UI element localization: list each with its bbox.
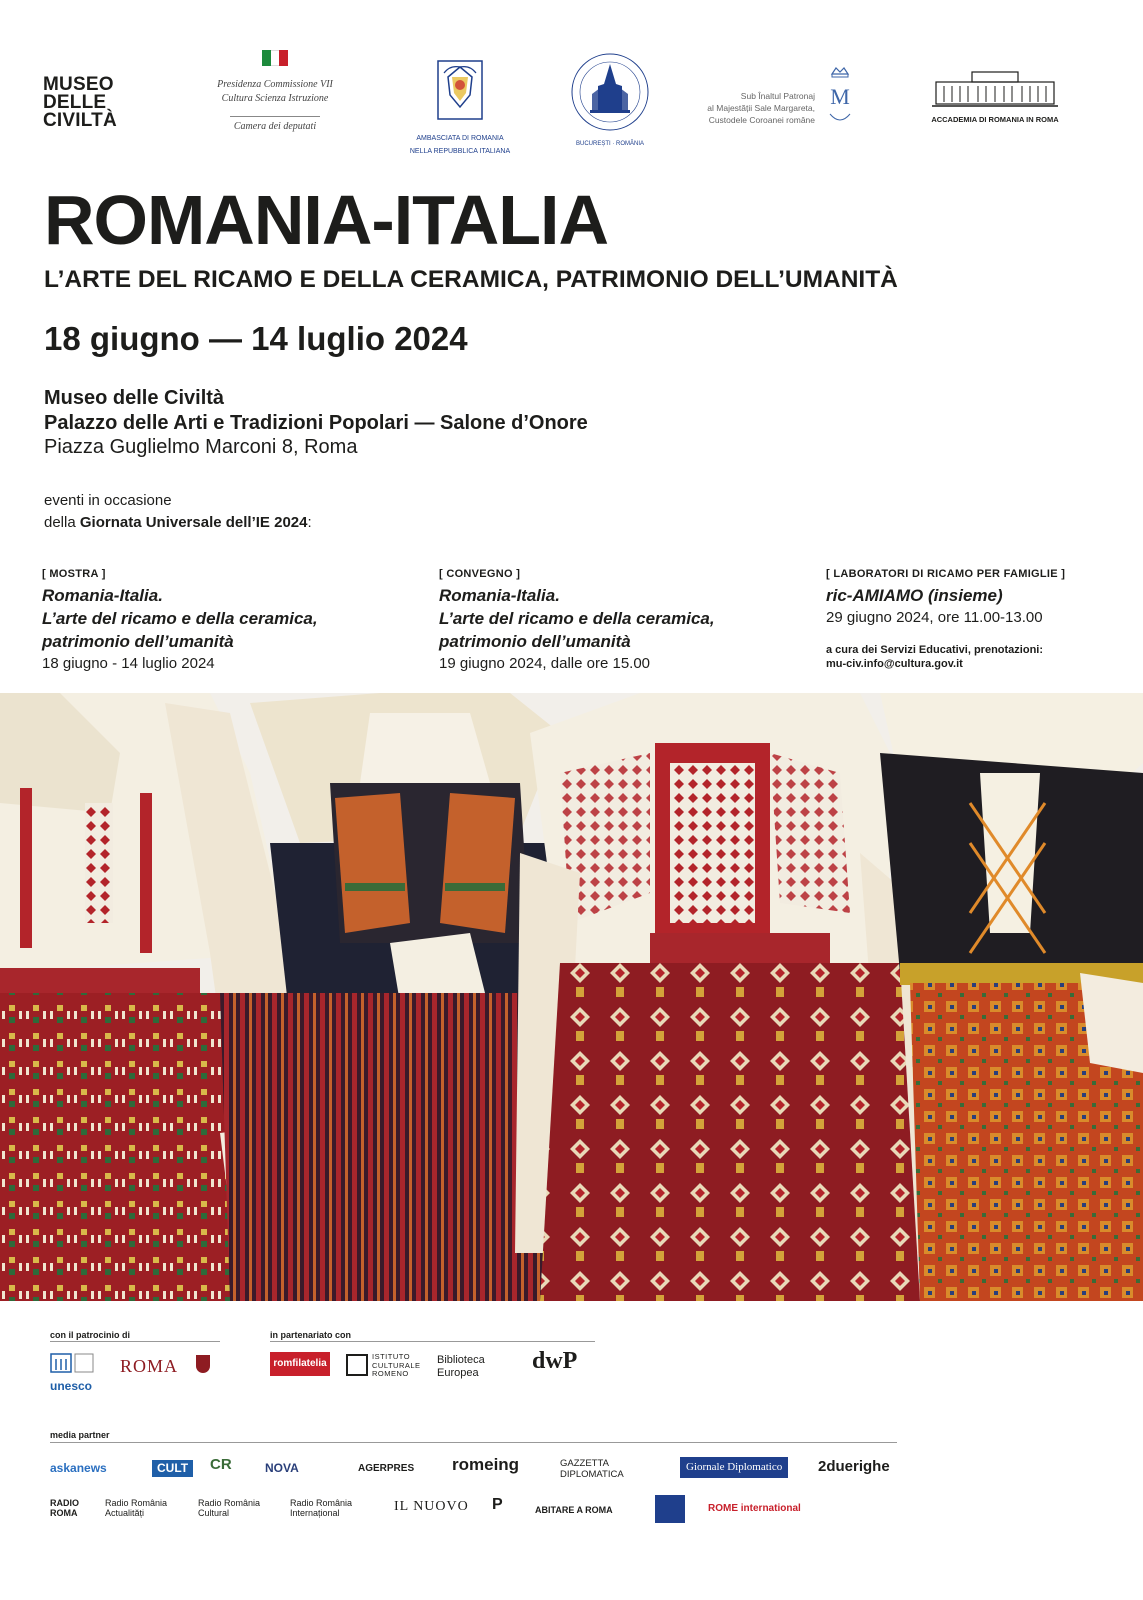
cult-logo: CULT [152,1460,193,1477]
il-nuovo-logo: IL NUOVO [394,1499,469,1514]
museo-delle-civilta-logo: MUSEO DELLE CIVILTÀ [43,74,117,131]
biblioteca-europea-logo: Biblioteca Europea [437,1354,485,1379]
roma-shield-icon [196,1355,210,1373]
p-logo: P [492,1496,503,1513]
nova-logo: NOVA [265,1461,299,1475]
news-badge-icon [655,1495,685,1523]
patronaj-regal-logo: Sub Înaltul Patronaj al Majestății Sale Margareta, Custodele Coroanei române M [700,64,870,126]
event-tag: [ MOSTRA ] [42,568,106,580]
media-label: media partner [50,1430,110,1440]
venue-hall: Palazzo delle Arti e Tradizioni Popolari — Salone d’Onore [44,411,588,434]
coat-of-arms-icon [432,55,488,125]
costumes-photo [0,693,1143,1301]
venue-block [44,386,588,460]
building-icon [932,68,1058,108]
patrocinio-label: con il patrocinio di [50,1330,131,1340]
event-date: 18 giugno - 14 luglio 2024 [42,655,215,672]
exhibition-dates: 18 giugno — 14 luglio 2024 [44,320,468,357]
accademia-romania-logo: ACCADEMIA DI ROMANIA IN ROMA [930,68,1060,124]
radio-romania-actualitati-logo: Radio România Actualități [105,1498,168,1518]
svg-text:M: M [830,84,850,109]
cr-logo: CR [210,1456,232,1473]
romfilatelia-logo: romfilatelia [270,1352,330,1376]
icr-logo: ISTITUTO CULTURALE ROMENO [372,1352,421,1378]
radio-romania-cultural-logo: Radio România Cultural [198,1498,261,1518]
radio-romania-international-logo: Radio România Internațional [290,1498,353,1518]
ambasciata-romania-logo: AMBASCIATA DI ROMANIA NELLA REPUBBLICA ITALIANA [405,55,515,156]
page-title: ROMANIA-ITALIA [44,181,609,259]
event-tag: [ LABORATORI DI RICAMO PER FAMIGLIE ] [826,568,1066,580]
event-mostra: [ MOSTRA ] Romania-Italia. L’arte del ricamo e della ceramica, patrimonio dell’umanità 18 giugno - 14 luglio 2024 [42,566,318,675]
event-tag: [ CONVEGNO ] [439,568,521,580]
camera-deputati-logo: Presidenza Commissione VII Cultura Scienza Istruzione Camera dei deputati [200,50,350,132]
event-laboratori: [ LABORATORI DI RICAMO PER FAMIGLIE ] ric-AMIAMO (insieme) 29 giugno 2024, ore 11.00-13.00 a cura dei Servizi Educativi, prenotazioni: mu-civ.info@cultura.gov.it [826,568,1066,670]
radio-roma-logo: RADIO ROMA [50,1498,79,1518]
church-emblem-icon [568,50,652,134]
event-date: 19 giugno 2024, dalle ore 15.00 [439,655,651,672]
giornale-diplomatico-logo: Giornale Diplomatico [680,1457,788,1478]
event-date: 29 giugno 2024, ore 11.00-13.00 [826,609,1043,626]
costume-4 [880,693,1143,1301]
unesco-logo: unesco [50,1353,98,1393]
unesco-temple-icon [50,1353,98,1375]
2duerighe-logo: 2duerighe [818,1458,890,1475]
page-subtitle: L’ARTE DEL RICAMO E DELLA CERAMICA, PATRIMONIO DELL’UMANITÀ [44,266,898,293]
rome-international-logo: ROME international [708,1503,801,1514]
intro-text: eventi in occasione della Giornata Universale dell’IE 2024: [44,492,312,531]
romeing-logo: romeing [452,1455,520,1474]
muzeul-satului-logo: BUCUREȘTI · ROMÂNIA [565,50,655,147]
dwp-logo: dwP [532,1348,578,1374]
partner-label: in partenariato con [270,1330,352,1340]
booking-email[interactable]: mu-civ.info@cultura.gov.it [826,658,963,670]
gazzetta-diplomatica-logo: GAZZETTA DIPLOMATICA [560,1458,624,1480]
icr-icon [346,1354,368,1376]
venue-address: Piazza Guglielmo Marconi 8, Roma [44,436,358,458]
italian-flag-icon [262,50,288,66]
venue-name: Museo delle Civiltà [44,387,225,409]
roma-logo: ROMA [120,1356,179,1376]
askanews-logo: askanews [50,1461,107,1475]
abitare-a-roma-logo: ABITARE A ROMA [535,1505,613,1515]
event-convegno: [ CONVEGNO ] Romania-Italia. L’arte del ricamo e della ceramica, patrimonio dell’umanità 19 giugno 2024, dalle ore 15.00 [439,566,715,675]
agerpres-logo: AGERPRES [358,1463,415,1474]
royal-monogram-icon [822,64,858,130]
